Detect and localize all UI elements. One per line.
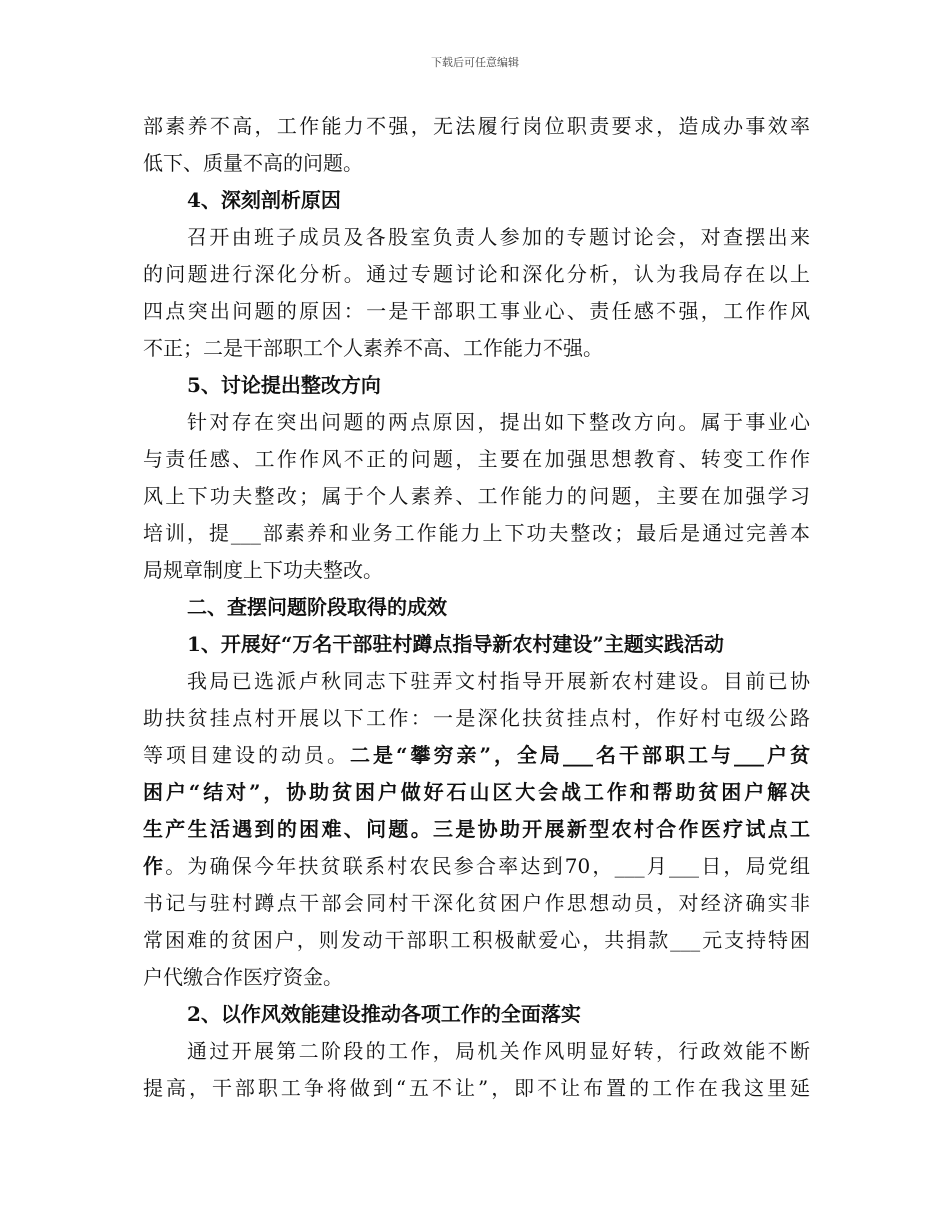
text-run: 的问题进行深化分析。通过专题讨论和深化分析，认为我局存在以上 [143, 262, 810, 286]
text-line [143, 552, 810, 589]
text-line [143, 737, 810, 774]
text-line [143, 996, 810, 1033]
text-line [143, 182, 810, 219]
bold-text-run: 困户“结对”，协助贫困户做好石山区大会战工作和帮助贫困户解决 [143, 780, 810, 804]
text-line [143, 367, 810, 404]
text-run: 提高，干部职工争将做到“五不让”，即不让布置的工作在我这里延 [143, 1076, 810, 1100]
text-line [143, 145, 810, 182]
text-line [143, 922, 810, 959]
bold-text-run: 1、开展好“万名干部驻村蹲点指导新农村建设”主题实践活动 [187, 632, 724, 656]
text-line [143, 774, 810, 811]
text-run: 不正；二是干部职工个人素养不高、工作能力不强。 [143, 336, 603, 360]
text-run: 书记与驻村蹲点干部会同村干深化贫困户作思想动员，对经济确实非 [143, 891, 810, 915]
text-run: 针对存在突出问题的两点原因，提出如下整改方向。属于事业心 [187, 410, 810, 434]
text-line [143, 404, 810, 441]
text-line [143, 293, 810, 330]
text-line [143, 1070, 810, 1107]
text-run: 四点突出问题的原因：一是干部职工事业心、责任感不强，工作作风 [143, 299, 810, 323]
text-run: 培训，提___部素养和业务工作能力上下功夫整改；最后是通过完善本 [143, 521, 810, 545]
bold-text-run: 生产生活遇到的困难、问题。三是协助开展新型农村合作医疗试点工 [143, 817, 810, 841]
bold-text-run: 二是“攀穷亲”，全局___名干部职工与___户贫 [350, 743, 810, 767]
text-line [143, 441, 810, 478]
text-line [143, 478, 810, 515]
text-run: 局规章制度上下功夫整改。 [143, 558, 383, 582]
text-line [143, 589, 810, 626]
text-run: 风上下功夫整改；属于个人素养、工作能力的问题，主要在加强学习 [143, 484, 810, 508]
text-line [143, 626, 810, 663]
text-run: 。为确保今年扶贫联系村农民参合率达到70，___月___日，局党组 [165, 854, 811, 878]
text-run: 等项目建设的动员。 [143, 743, 350, 767]
text-line [143, 330, 810, 367]
text-run: 助扶贫挂点村开展以下工作：一是深化扶贫挂点村，作好村屯级公路 [143, 706, 810, 730]
text-line [143, 1033, 810, 1070]
bold-text-run: 二、查摆问题阶段取得的成效 [187, 595, 447, 619]
text-line [143, 811, 810, 848]
document-body [143, 108, 810, 1107]
text-line [143, 848, 810, 885]
text-line [143, 885, 810, 922]
text-run: 我局已选派卢秋同志下驻弄文村指导开展新农村建设。目前已协 [187, 669, 810, 693]
text-line [143, 663, 810, 700]
text-line [143, 256, 810, 293]
text-run: 通过开展第二阶段的工作，局机关作风明显好转，行政效能不断 [187, 1039, 810, 1063]
text-line [143, 700, 810, 737]
text-line [143, 108, 810, 145]
bold-text-run: 作 [143, 854, 166, 878]
page-header: 下载后可任意编辑 [431, 56, 519, 69]
bold-text-run: 5、讨论提出整改方向 [187, 373, 381, 397]
bold-text-run: 4、深刻剖析原因 [187, 188, 341, 212]
text-run: 部素养不高，工作能力不强，无法履行岗位职责要求，造成办事效率 [143, 114, 810, 138]
text-line [143, 219, 810, 256]
text-run: 常困难的贫困户，则发动干部职工积极献爱心，共捐款___元支持特困 [143, 928, 810, 952]
text-run: 户代缴合作医疗资金。 [143, 965, 343, 989]
text-run: 低下、质量不高的问题。 [143, 151, 363, 175]
text-line [143, 959, 810, 996]
text-run: 与责任感、工作作风不正的问题，主要在加强思想教育、转变工作作 [143, 447, 810, 471]
text-line [143, 515, 810, 552]
bold-text-run: 2、以作风效能建设推动各项工作的全面落实 [187, 1002, 581, 1026]
text-run: 召开由班子成员及各股室负责人参加的专题讨论会，对查摆出来 [187, 225, 810, 249]
